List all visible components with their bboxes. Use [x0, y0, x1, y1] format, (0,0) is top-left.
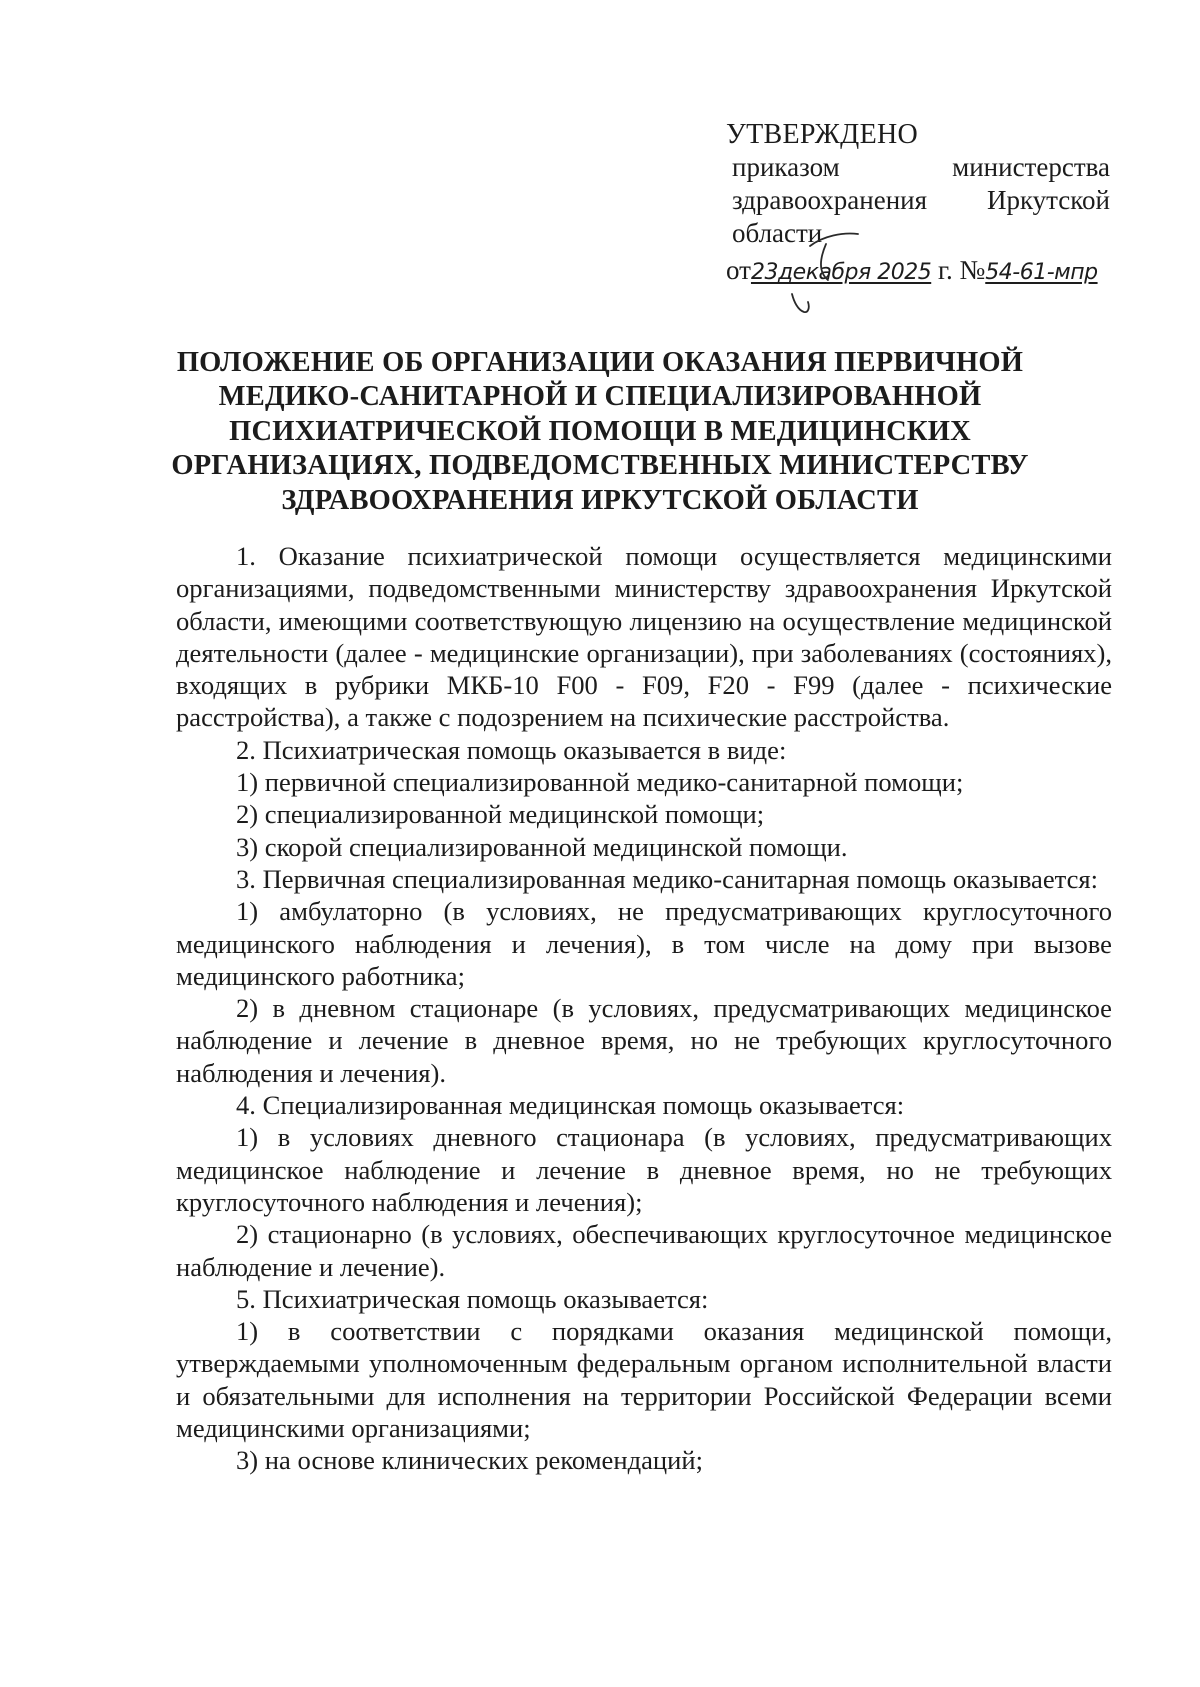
- title-line: ЗДРАВООХРАНЕНИЯ ИРКУТСКОЙ ОБЛАСТИ: [281, 484, 919, 516]
- approved-heading: УТВЕРЖДЕНО: [726, 119, 919, 150]
- list-item: 1) в условиях дневного стационара (в условиях, предусматривающих медицинское наблюдение и лечение в дневное время, но не требующих круглосуточного наблюдения и лечения);: [176, 1122, 1112, 1217]
- order-date-number-line: [726, 254, 1110, 290]
- document-body: [176, 540, 1112, 1477]
- paragraph-4: 4. Специализированная медицинская помощь оказывается:: [236, 1090, 905, 1121]
- list-item: 1) амбулаторно (в условиях, не предусматривающих круглосуточного медицинского наблюдения и лечения), в том числе на дому при вызове медицинского работника;: [176, 896, 1112, 991]
- title-line: МЕДИКО-САНИТАРНОЙ И СПЕЦИАЛИЗИРОВАННОЙ: [218, 381, 982, 413]
- document-title: [150, 346, 1050, 518]
- approval-block: [726, 118, 1110, 290]
- paragraph-1: 1. Оказание психиатрической помощи осуществляется медицинскими организациями, подведомственными министерству здравоохранения Иркутской области, имеющими соответствующую лицензию на осуществление медицинской деятельности (далее - медицинские организации), при заболеваниях (состояниях), входящих в рубрики МКБ-10 F00 - F09, F20 - F99 (далее - психические расстройства), а также с подозрением на психические расстройства.: [176, 541, 1112, 733]
- list-item: 1) первичной специализированной медико-санитарной помощи;: [236, 767, 964, 798]
- paragraph-3: 3. Первичная специализированная медико-санитарная помощь оказывается:: [236, 863, 1099, 894]
- list-item: 2) специализированной медицинской помощи;: [236, 799, 765, 830]
- title-line: ОРГАНИЗАЦИЯХ, ПОДВЕДОМСТВЕННЫХ МИНИСТЕРСТВУ: [171, 450, 1029, 482]
- handwritten-signature-mark: [748, 228, 918, 318]
- order-number-label: г. №: [937, 255, 986, 285]
- list-item: 3) скорой специализированной медицинской помощи.: [236, 831, 848, 862]
- title-line: ПСИХИАТРИЧЕСКОЙ ПОМОЩИ В МЕДИЦИНСКИХ: [229, 415, 971, 447]
- paragraph-5: 5. Психиатрическая помощь оказывается:: [236, 1283, 709, 1314]
- list-item: 3) на основе клинических рекомендаций;: [236, 1445, 704, 1476]
- list-item: 1) в соответствии с порядками оказания медицинской помощи, утверждаемыми уполномоченным федеральным органом исполнительной власти и обязательными для исполнения на территории Российской Федерации всеми медицинскими организациями;: [176, 1316, 1112, 1444]
- title-line: ПОЛОЖЕНИЕ ОБ ОРГАНИЗАЦИИ ОКАЗАНИЯ ПЕРВИЧНОЙ: [176, 347, 1024, 378]
- paragraph-2: 2. Психиатрическая помощь оказывается в виде:: [236, 734, 787, 765]
- list-item: 2) стационарно (в условиях, обеспечивающих круглосуточное медицинское наблюдение и лечение).: [176, 1219, 1112, 1282]
- date-prefix: от: [726, 255, 751, 285]
- handwritten-date: 23декабря 2025: [750, 260, 932, 285]
- list-item: 2) в дневном стационаре (в условиях, предусматривающих медицинское наблюдение и лечение в дневное время, но не требующих круглосуточного наблюдения и лечения).: [176, 993, 1112, 1088]
- approving-order-text: приказом министерства здравоохранения Иркутской области: [732, 152, 1110, 248]
- handwritten-order-number: 54-61-мпр: [985, 260, 1098, 285]
